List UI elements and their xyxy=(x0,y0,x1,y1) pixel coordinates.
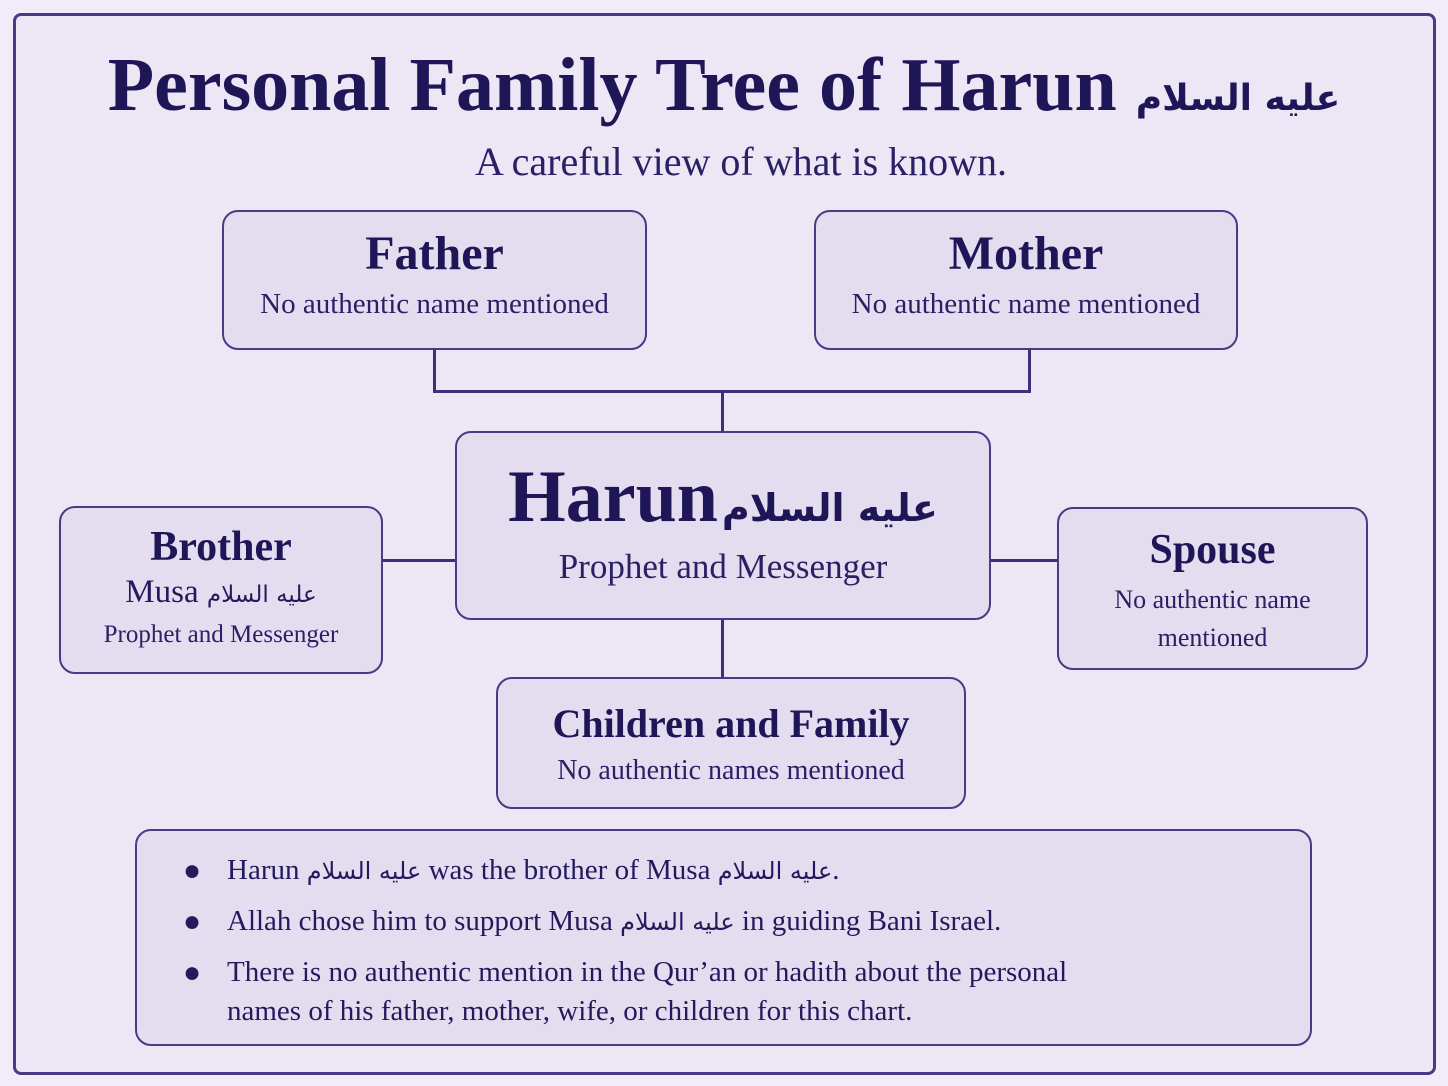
children-note: No authentic names mentioned xyxy=(557,755,905,786)
spouse-note-line2: mentioned xyxy=(1157,623,1268,652)
title-honorific: عليه السلام xyxy=(1135,78,1341,119)
note-item xyxy=(137,851,1310,891)
bullet-icon: ● xyxy=(183,905,202,938)
brother-name-line xyxy=(61,572,381,615)
title-text: Personal Family Tree of Harun xyxy=(107,43,1117,127)
connector-father-down xyxy=(433,349,436,393)
connector-parents-bar xyxy=(433,390,1031,393)
note-text: Harun xyxy=(227,854,300,886)
spouse-note-line1: No authentic name xyxy=(1114,585,1311,614)
mother-note: No authentic name mentioned xyxy=(851,288,1201,320)
children-title: Children and Family xyxy=(552,701,910,746)
connector-mother-down xyxy=(1028,349,1031,393)
note-item xyxy=(137,902,1310,942)
connector-brother xyxy=(381,559,457,562)
brother-role: Prophet and Messenger xyxy=(103,621,339,648)
father-title: Father xyxy=(365,227,504,280)
chart-subtitle: A careful view of what is known. xyxy=(474,139,1008,184)
note-text: . xyxy=(832,854,840,886)
notes-box xyxy=(135,829,1312,1046)
bullet-icon: ● xyxy=(183,956,202,989)
note-text-line1: There is no authentic mention in the Qur’an or hadith about the personal xyxy=(227,956,1068,988)
spouse-title: Spouse xyxy=(1149,527,1276,573)
note-text: in guiding Bani Israel. xyxy=(741,905,1002,937)
spouse-box xyxy=(1057,507,1368,670)
connector-spouse xyxy=(989,559,1058,562)
connector-children xyxy=(721,618,724,678)
note-honorific: عليه السلام xyxy=(306,857,422,885)
notes-list xyxy=(137,851,1310,1031)
children-box xyxy=(496,677,966,809)
brother-title: Brother xyxy=(150,524,292,570)
brother-honorific: عليه السلام xyxy=(206,582,317,608)
mother-title: Mother xyxy=(948,227,1104,280)
note-item xyxy=(137,953,1310,1031)
note-text: was the brother of Musa xyxy=(428,854,711,886)
harun-heading xyxy=(457,455,989,539)
note-text-line2: names of his father, mother, wife, or children for this chart. xyxy=(227,995,913,1027)
note-text: Allah chose him to support Musa xyxy=(227,905,613,937)
connector-parents-to-center xyxy=(721,390,724,432)
note-honorific: عليه السلام xyxy=(620,908,735,936)
brother-name: Musa xyxy=(125,574,199,610)
harun-honorific: عليه السلام xyxy=(721,486,938,530)
harun-box xyxy=(455,431,991,620)
father-box xyxy=(222,210,647,350)
father-note: No authentic name mentioned xyxy=(260,288,609,320)
mother-box xyxy=(814,210,1238,350)
chart-title xyxy=(0,42,1448,129)
brother-box xyxy=(59,506,383,674)
bullet-icon: ● xyxy=(183,854,202,887)
harun-name: Harun xyxy=(508,456,718,538)
note-honorific: عليه السلام xyxy=(717,857,833,885)
harun-role: Prophet and Messenger xyxy=(558,547,888,586)
